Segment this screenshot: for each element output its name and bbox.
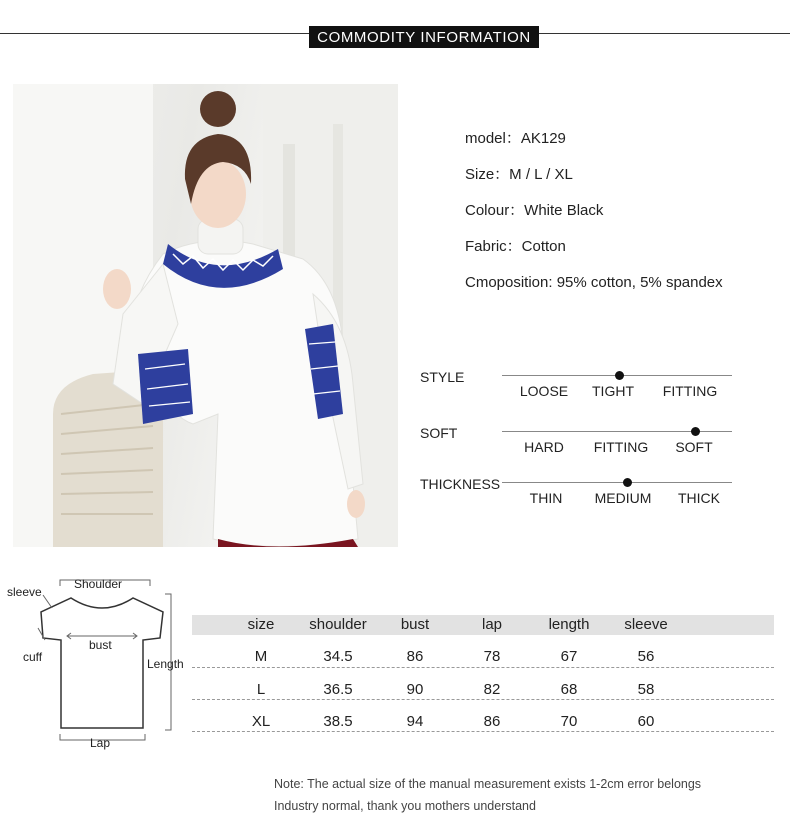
spec-size: Size：M / L / XL: [465, 166, 573, 183]
note-line: Note: The actual size of the manual measurement exists 1-2cm error belongs: [274, 777, 702, 791]
scale-option: FITTING: [593, 439, 649, 455]
softness-scale: [420, 425, 750, 465]
table-cell: 60: [637, 713, 655, 730]
size-table: [192, 615, 774, 732]
table-header: [192, 615, 774, 635]
table-cell: 70: [560, 713, 578, 730]
table-cell: 82: [483, 681, 501, 698]
table-cell: 56: [637, 648, 655, 665]
thickness-scale: [420, 476, 750, 516]
table-cell: 94: [406, 713, 424, 730]
column-header: length: [548, 616, 590, 633]
note-line: Industry normal, thank you mothers understand: [274, 799, 536, 813]
scale-option: LOOSE: [519, 383, 569, 399]
diagram-label-length: Length: [147, 657, 184, 671]
scale-label: THICKNESS: [420, 476, 501, 492]
scale-option: THIN: [529, 490, 563, 506]
column-header: size: [247, 616, 275, 633]
column-header: shoulder: [309, 616, 367, 633]
scale-option: SOFT: [675, 439, 713, 455]
section-title: COMMODITY INFORMATION: [309, 26, 539, 48]
table-cell: 34.5: [323, 648, 353, 665]
spec-fabric: Fabric：Cotton: [465, 238, 566, 255]
table-cell: 78: [483, 648, 501, 665]
table-cell: 90: [406, 681, 424, 698]
table-cell: 67: [560, 648, 578, 665]
table-cell: 58: [637, 681, 655, 698]
table-cell: 86: [406, 648, 424, 665]
table-cell: 38.5: [323, 713, 353, 730]
scale-marker: [615, 371, 624, 380]
scale-marker: [691, 427, 700, 436]
scale-option: HARD: [524, 439, 564, 455]
table-row: [192, 635, 774, 668]
measurement-note: [274, 773, 701, 817]
diagram-label-cuff: cuff: [23, 650, 43, 664]
scale-label: STYLE: [420, 369, 465, 385]
product-photo: [13, 84, 398, 547]
column-header: lap: [481, 616, 503, 633]
table-cell: M: [254, 648, 268, 665]
scale-line: [502, 482, 732, 483]
column-header: bust: [400, 616, 430, 633]
diagram-label-shoulder: Shoulder: [74, 577, 123, 591]
scale-option: FITTING: [662, 383, 718, 399]
scale-option: TIGHT: [592, 383, 634, 399]
style-scale: [420, 369, 750, 409]
product-specs: [465, 128, 723, 308]
garment-diagram: [5, 568, 195, 758]
spec-colour: Colour：White Black: [465, 202, 604, 219]
table-cell: 36.5: [323, 681, 353, 698]
table-cell: XL: [251, 713, 271, 730]
scale-label: SOFT: [420, 425, 458, 441]
table-row: [192, 668, 774, 700]
table-cell: L: [256, 681, 266, 698]
scale-option: MEDIUM: [594, 490, 652, 506]
table-cell: 86: [483, 713, 501, 730]
scale-option: THICK: [678, 490, 720, 506]
diagram-label-bust: bust: [89, 638, 112, 652]
spec-model: model：AK129: [465, 130, 566, 147]
scale-marker: [623, 478, 632, 487]
spec-composition: Cmoposition: 95% cotton, 5% spandex: [465, 274, 723, 291]
table-row: [192, 700, 774, 732]
diagram-label-sleeve: sleeve: [7, 585, 42, 599]
table-cell: 68: [560, 681, 578, 698]
column-header: sleeve: [624, 616, 668, 633]
diagram-label-lap: Lap: [90, 736, 111, 750]
